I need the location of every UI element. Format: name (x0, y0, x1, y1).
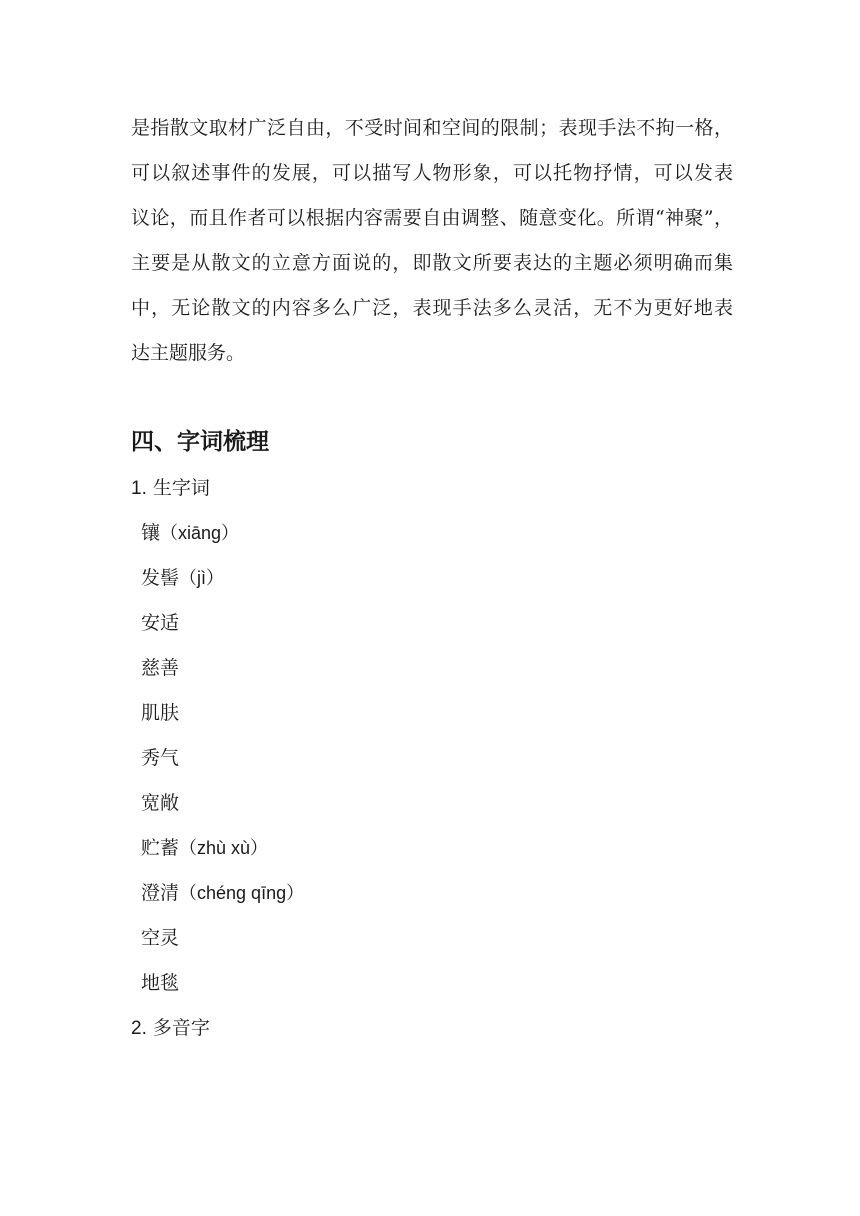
body-paragraph (131, 106, 733, 376)
list-item (141, 877, 304, 922)
list-item (141, 517, 304, 562)
vocab-pinyin: （zhù xù） (179, 838, 269, 858)
vocab-word: 地毯 (141, 972, 180, 994)
list-item (141, 832, 304, 877)
vocab-word: 安适 (141, 612, 180, 634)
paragraph-line: 可以叙述事件的发展，可以描写人物形象，可以托物抒情，可以发表 (131, 162, 733, 184)
subsection-heading-new-words (131, 473, 210, 504)
vocab-pinyin: （xiāng） (160, 523, 240, 543)
paragraph-line: 主要是从散文的立意方面说的，即散文所要表达的主题必须明确而集 (131, 252, 733, 274)
list-item (141, 652, 304, 697)
vocab-word: 秀气 (141, 747, 180, 769)
subsection-label: 生字词 (152, 477, 210, 499)
subsection-number: 1. (131, 478, 147, 499)
subsection-label: 多音字 (152, 1017, 210, 1039)
list-item (141, 922, 304, 967)
paragraph-line: 议论，而且作者可以根据内容需要自由调整、随意变化。所谓“神聚”， (131, 207, 733, 229)
vocab-pinyin: （chéng qīng） (179, 883, 305, 903)
vocab-word: 澄清 (141, 882, 180, 904)
section-heading: 四、字词梳理 (131, 429, 269, 455)
list-item (141, 787, 304, 832)
paragraph-line: 是指散文取材广泛自由，不受时间和空间的限制；表现手法不拘一格， (131, 117, 733, 139)
vocab-word: 慈善 (141, 657, 180, 679)
vocab-pinyin: （jì） (179, 568, 225, 588)
vocab-word: 宽敞 (141, 792, 180, 814)
paragraph-line: 中，无论散文的内容多么广泛，表现手法多么灵活，无不为更好地表 (131, 297, 733, 319)
subsection-number: 2. (131, 1018, 147, 1039)
list-item (141, 967, 304, 1012)
list-item (141, 742, 304, 787)
vocab-word: 发髻 (141, 567, 180, 589)
list-item (141, 562, 304, 607)
list-item (141, 697, 304, 742)
paragraph-line: 达主题服务。 (131, 342, 246, 364)
list-item (141, 607, 304, 652)
vocab-word: 空灵 (141, 927, 180, 949)
subsection-heading-polyphones (131, 1013, 210, 1044)
vocabulary-list (141, 517, 304, 1012)
vocab-word: 贮蓄 (141, 837, 180, 859)
vocab-word: 镶 (141, 522, 161, 544)
vocab-word: 肌肤 (141, 702, 180, 724)
